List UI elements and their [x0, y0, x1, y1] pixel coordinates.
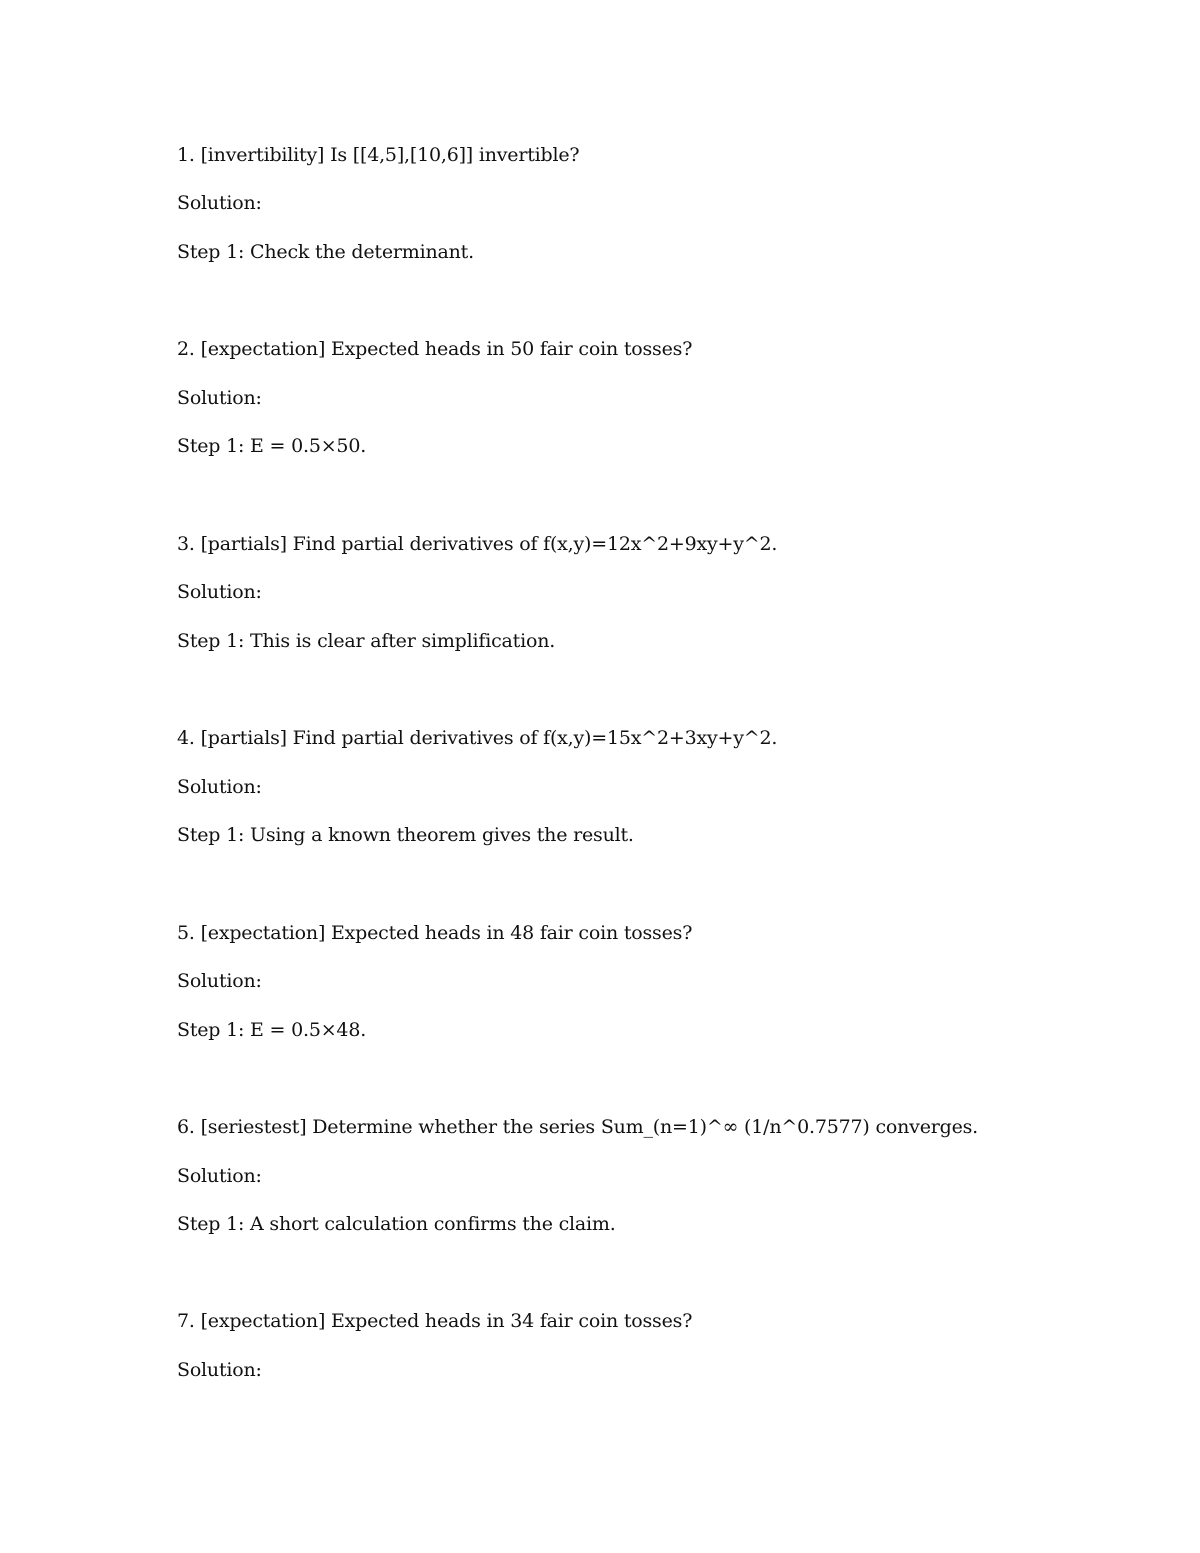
problem-6-question: 6. [seriestest] Determine whether the series Sum_(n=1)^∞ (1/n^0.7577) converges.	[177, 1116, 979, 1138]
problem-1-solution-label: Solution:	[177, 192, 262, 214]
problem-1-question: 1. [invertibility] Is [[4,5],[10,6]] invertible?	[177, 144, 580, 166]
problem-4-question: 4. [partials] Find partial derivatives of f(x,y)=15x^2+3xy+y^2.	[177, 727, 778, 749]
problem-2-solution-label: Solution:	[177, 387, 262, 409]
problem-4-step-1: Step 1: Using a known theorem gives the result.	[177, 824, 634, 846]
problem-1-step-1: Step 1: Check the determinant.	[177, 241, 474, 263]
problem-4-solution-label: Solution:	[177, 776, 262, 798]
problem-6-step-1: Step 1: A short calculation confirms the claim.	[177, 1213, 616, 1235]
problem-3-solution-label: Solution:	[177, 581, 262, 603]
problem-2-step-1: Step 1: E = 0.5×50.	[177, 435, 367, 457]
problem-3-step-1: Step 1: This is clear after simplification.	[177, 630, 556, 652]
problem-7-question: 7. [expectation] Expected heads in 34 fair coin tosses?	[177, 1310, 693, 1332]
problem-5-solution-label: Solution:	[177, 970, 262, 992]
problem-5-step-1: Step 1: E = 0.5×48.	[177, 1019, 367, 1041]
problem-7-solution-label: Solution:	[177, 1359, 262, 1381]
problem-3-question: 3. [partials] Find partial derivatives of f(x,y)=12x^2+9xy+y^2.	[177, 533, 778, 555]
problem-2-question: 2. [expectation] Expected heads in 50 fair coin tosses?	[177, 338, 693, 360]
problem-6-solution-label: Solution:	[177, 1165, 262, 1187]
problem-5-question: 5. [expectation] Expected heads in 48 fair coin tosses?	[177, 922, 693, 944]
